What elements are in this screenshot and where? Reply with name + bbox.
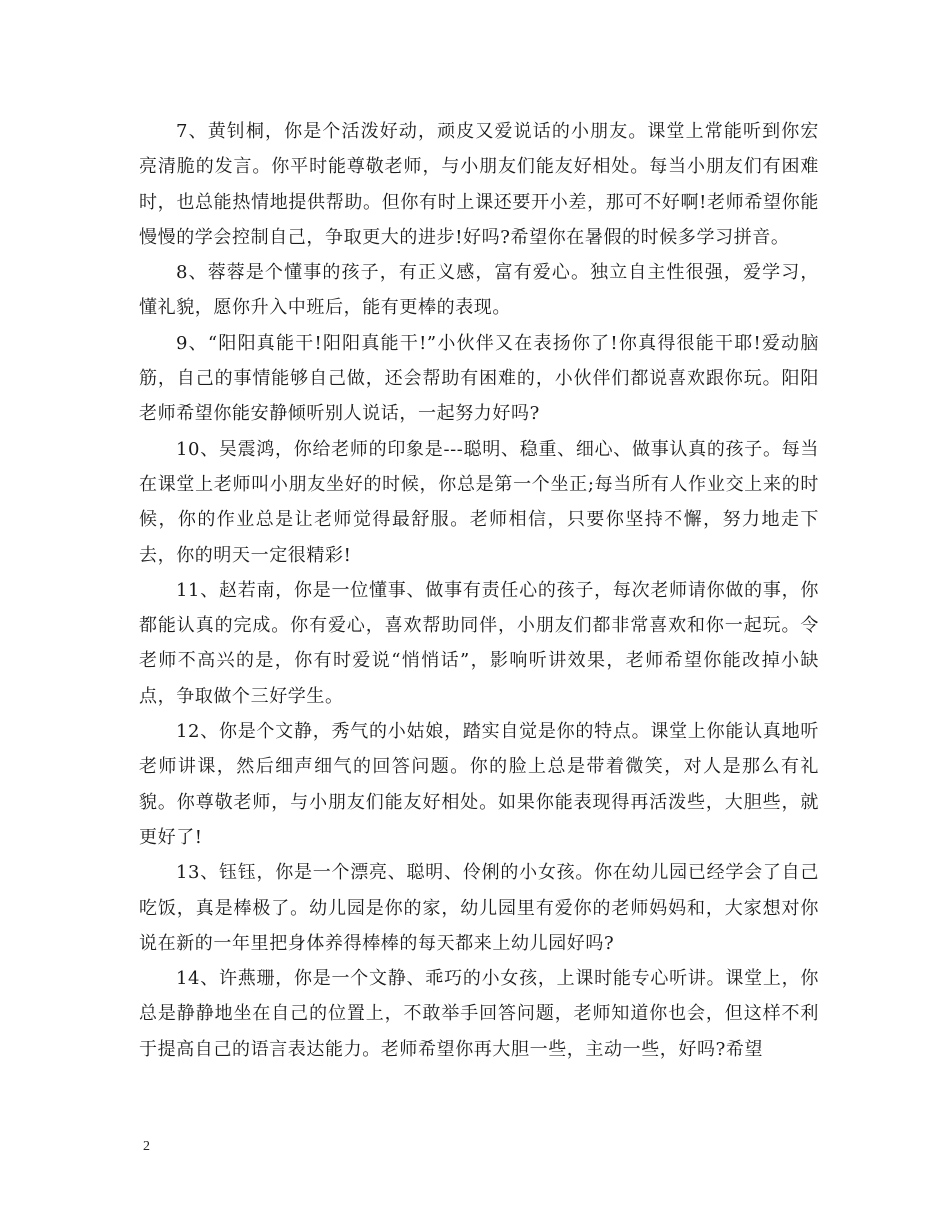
paragraph-14: 14、许燕珊，你是一个文静、乖巧的小女孩，上课时能专心听讲。课堂上，你总是静静地坐在自己的位置上，不敢举手回答问题，老师知道你也会，但这样不利于提高自己的语言表达能力。老师希望你再大胆一些，主动一些，好吗?希望 xyxy=(139,968,819,1060)
paragraph-9: 9、“阳阳真能干!阳阳真能干!”小伙伴又在表扬你了!你真得很能干耶!爱动脑筋，自己的事情能够自己做，还会帮助有困难的，小伙伴们都说喜欢跟你玩。阳阳老师希望你能安静倾听别人说话，一起努力好吗? xyxy=(139,332,819,425)
paragraph-12: 12、你是个文静，秀气的小姑娘，踏实自觉是你的特点。课堂上你能认真地听老师讲课，然后细声细气的回答问题。你的脸上总是带着微笑，对人是那么有礼貌。你尊敬老师，与小朋友们能友好相处。如果你能表现得再活泼些，大胆些，就更好了! xyxy=(139,721,819,848)
page-number: 2 xyxy=(143,1139,150,1154)
paragraph-10: 10、吴震鸿，你给老师的印象是---聪明、稳重、细心、做事认真的孩子。每当在课堂上老师叫小朋友坐好的时候，你总是第一个坐正;每当所有人作业交上来的时候，你的作业总是让老师觉得最舒服。老师相信，只要你坚持不懈，努力地走下去，你的明天一定很精彩! xyxy=(139,438,819,566)
paragraph-13: 13、钰钰，你是一个漂亮、聪明、伶俐的小女孩。你在幼儿园已经学会了自己吃饭，真是棒极了。幼儿园是你的家，幼儿园里有爱你的老师妈妈和，大家想对你说在新的一年里把身体养得棒棒的每天都来上幼儿园好吗? xyxy=(139,862,819,954)
document-body xyxy=(139,114,819,1067)
paragraph-11: 11、赵若南，你是一位懂事、做事有责任心的孩子，每次老师请你做的事，你都能认真的完成。你有爱心，喜欢帮助同伴，小朋友们都非常喜欢和你一起玩。令老师不高兴的是，你有时爱说“悄悄话”，影响听讲效果，老师希望你能改掉小缺点，争取做个三好学生。 xyxy=(139,579,819,707)
paragraph-8: 8、蓉蓉是个懂事的孩子，有正义感，富有爱心。独立自主性很强，爱学习，懂礼貌，愿你升入中班后，能有更棒的表现。 xyxy=(139,262,819,319)
paragraph-7: 7、黄钊桐，你是个活泼好动，顽皮又爱说话的小朋友。课堂上常能听到你宏亮清脆的发言。你平时能尊敬老师，与小朋友们能友好相处。每当小朋友们有困难时，也总能热情地提供帮助。但你有时上课还要开小差，那可不好啊!老师希望你能慢慢的学会控制自己，争取更大的进步!好吗?希望你在暑假的时候多学习拼音。 xyxy=(139,121,819,248)
